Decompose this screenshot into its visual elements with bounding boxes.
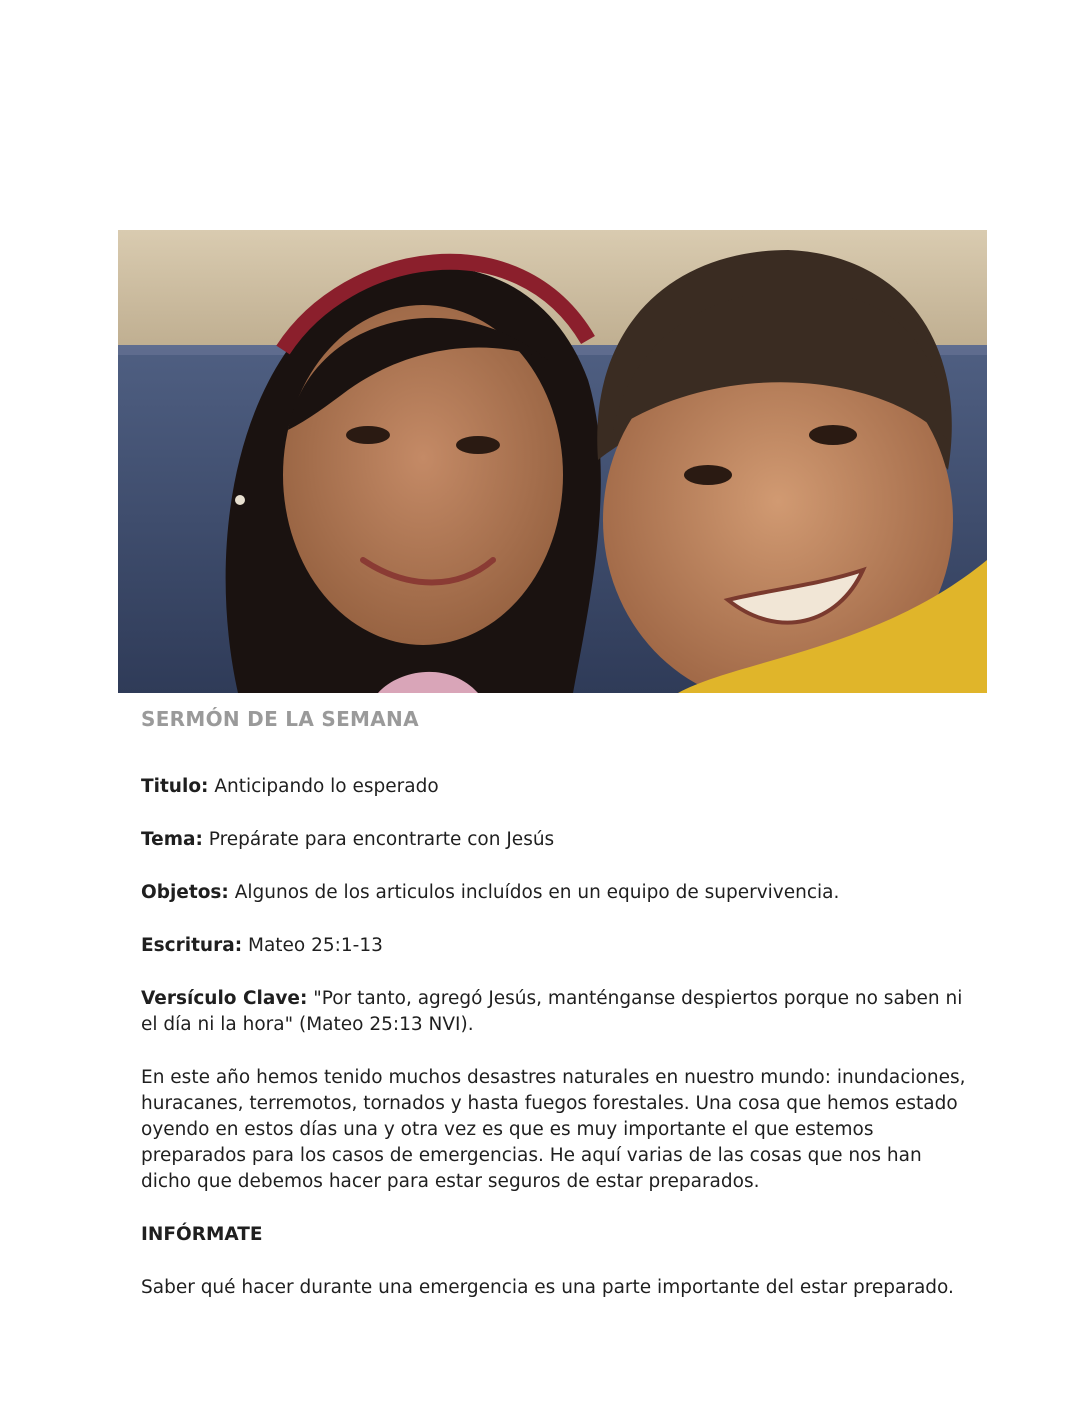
section-title: SERMÓN DE LA SEMANA <box>141 707 419 731</box>
field-objetos <box>141 880 971 906</box>
field-titulo <box>141 774 971 800</box>
field-tema <box>141 827 971 853</box>
field-label: Versículo Clave: <box>141 988 308 1009</box>
body-paragraph: En este año hemos tenido muchos desastres naturales en nuestro mundo: inundaciones, huracanes, terremotos, tornados y hasta fuegos forestales. Una cosa que hemos estado oyendo en estos días una y otra vez es que es muy importante el que estemos preparados para los casos de emergencias. He aquí varias de las cosas que nos han dicho que debemos hacer para estar seguros de estar preparados. <box>141 1067 966 1192</box>
field-escritura <box>141 933 971 959</box>
field-value: Prepárate para encontrarte con Jesús <box>208 829 555 850</box>
sermon-content <box>141 704 971 1328</box>
header-photo-children <box>118 230 987 693</box>
section-heading: INFÓRMATE <box>141 1224 263 1245</box>
field-value: Anticipando lo esperado <box>214 776 439 797</box>
field-label: Titulo: <box>141 776 209 797</box>
field-label: Escritura: <box>141 935 243 956</box>
body-paragraph: Saber qué hacer durante una emergencia es una parte importante del estar preparado. <box>141 1277 954 1298</box>
field-versiculo-clave <box>141 986 971 1038</box>
field-value: Mateo 25:1-13 <box>248 935 383 956</box>
field-value: Algunos de los articulos incluídos en un equipo de supervivencia. <box>234 882 840 903</box>
field-value: "Por tanto, agregó Jesús, manténganse despiertos porque no saben ni el día ni la hora" (Mateo 25:13 NVI). <box>141 988 963 1035</box>
field-label: Objetos: <box>141 882 229 903</box>
field-label: Tema: <box>141 829 203 850</box>
